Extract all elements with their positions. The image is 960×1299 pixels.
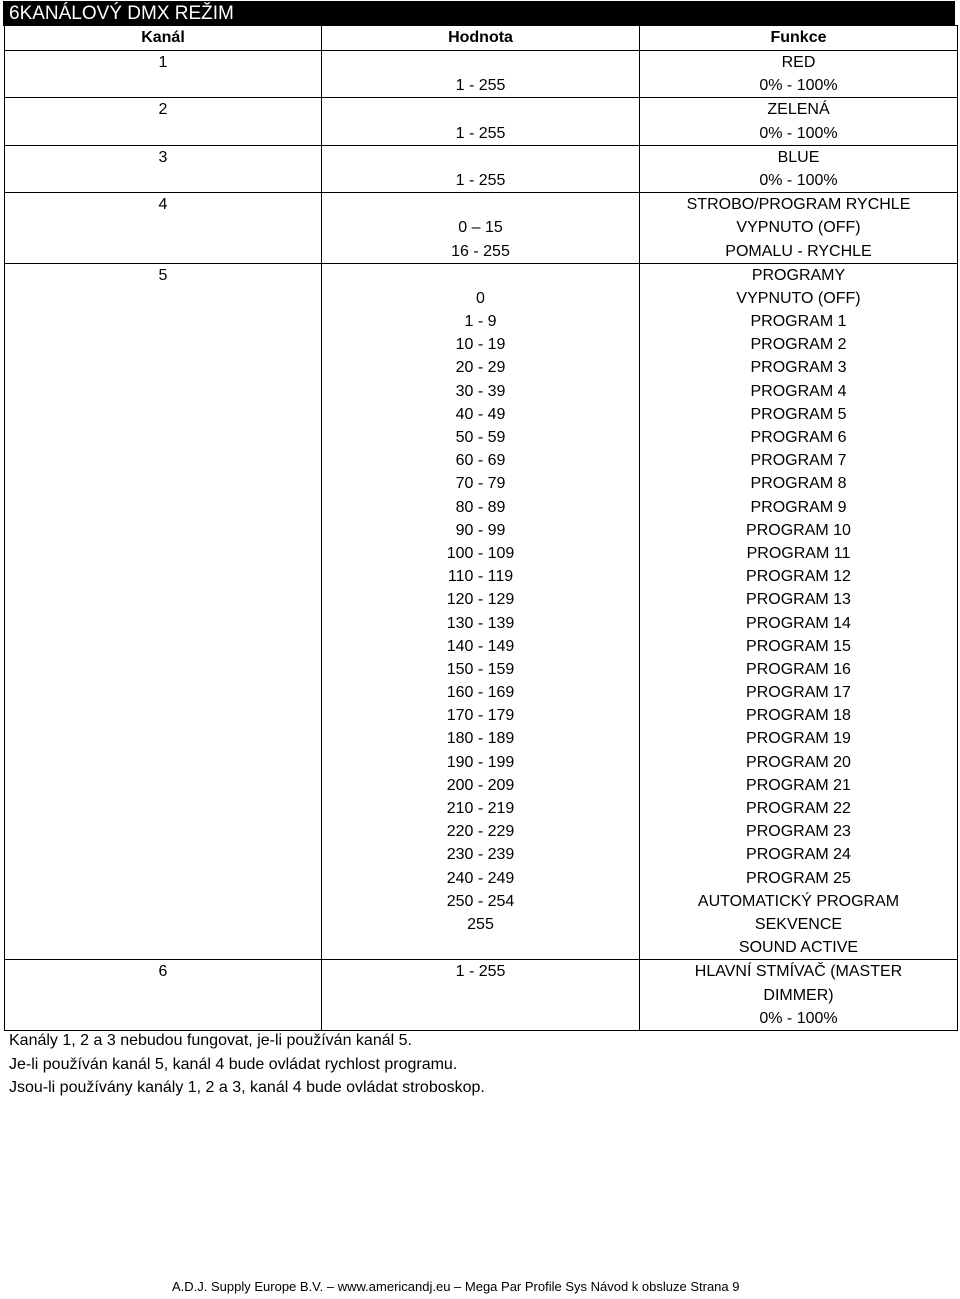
function-label: PROGRAM 24 bbox=[746, 846, 851, 864]
value-range: 80 - 89 bbox=[455, 498, 506, 516]
function-cell bbox=[640, 145, 958, 192]
value-cell bbox=[322, 263, 640, 960]
function-label: PROGRAM 17 bbox=[746, 684, 851, 702]
value-range bbox=[322, 984, 639, 1007]
function-label: PROGRAM 22 bbox=[746, 800, 851, 817]
value-range: 16 - 255 bbox=[451, 242, 510, 260]
value-range: 170 - 179 bbox=[446, 707, 515, 725]
note-line: Je-li používán kanál 5, kanál 4 bude ovládat rychlost programu. bbox=[9, 1055, 458, 1073]
function-label: PROGRAM 1 bbox=[750, 313, 847, 331]
value-range: 40 - 49 bbox=[455, 405, 506, 423]
value-range: 0 – 15 bbox=[458, 219, 503, 237]
value-range: 70 - 79 bbox=[455, 475, 506, 493]
function-label: PROGRAM 12 bbox=[746, 568, 851, 586]
value-cell bbox=[322, 960, 640, 1031]
channel-cell bbox=[5, 98, 322, 145]
channel-cell bbox=[5, 193, 322, 264]
value-cell bbox=[322, 193, 640, 264]
function-cell bbox=[640, 193, 958, 264]
value-range: 90 - 99 bbox=[455, 521, 506, 539]
value-range: 0 bbox=[476, 289, 485, 307]
function-label: PROGRAM 21 bbox=[746, 776, 851, 794]
value-range bbox=[322, 193, 639, 216]
channel-cell bbox=[5, 51, 322, 98]
function-label: PROGRAM 23 bbox=[746, 823, 851, 841]
value-range: 1 - 9 bbox=[464, 313, 497, 331]
value-range: 255 bbox=[467, 915, 494, 933]
value-range: 110 - 119 bbox=[447, 568, 514, 586]
value-cell bbox=[322, 98, 640, 145]
function-cell bbox=[640, 51, 958, 98]
function-label: PROGRAM 6 bbox=[750, 429, 847, 446]
value-range: 150 - 159 bbox=[446, 660, 515, 678]
function-label: PROGRAM 7 bbox=[750, 452, 847, 470]
value-range: 60 - 69 bbox=[455, 452, 506, 470]
function-label: PROGRAM 3 bbox=[750, 359, 847, 377]
table-row bbox=[5, 193, 958, 264]
value-range: 190 - 199 bbox=[446, 753, 515, 771]
channel-number: 4 bbox=[158, 196, 168, 214]
notes bbox=[9, 1029, 485, 1100]
function-label: PROGRAM 13 bbox=[746, 591, 851, 609]
function-label: VYPNUTO (OFF) bbox=[736, 219, 861, 237]
function-label: PROGRAM 25 bbox=[746, 869, 851, 887]
value-range: 180 - 189 bbox=[446, 730, 515, 748]
value-cell bbox=[322, 51, 640, 98]
channel-number: 1 bbox=[158, 54, 168, 71]
table-row bbox=[5, 98, 958, 145]
value-range: 130 - 139 bbox=[446, 614, 515, 632]
value-range: 100 - 109 bbox=[446, 544, 515, 562]
table-row bbox=[5, 145, 958, 192]
value-range: 250 - 254 bbox=[446, 892, 515, 910]
note-line: Kanály 1, 2 a 3 nebudou fungovat, je-li používán kanál 5. bbox=[9, 1032, 412, 1049]
value-range bbox=[322, 146, 639, 169]
channel-number: 5 bbox=[158, 266, 168, 284]
note-line: Jsou-li používány kanály 1, 2 a 3, kanál 4 bude ovládat stroboskop. bbox=[9, 1079, 485, 1097]
function-label: 0% - 100% bbox=[759, 77, 838, 95]
function-label: VYPNUTO (OFF) bbox=[736, 289, 861, 307]
value-range: 220 - 229 bbox=[446, 823, 515, 841]
function-label: PROGRAM 10 bbox=[746, 521, 851, 539]
value-range: 140 - 149 bbox=[446, 637, 515, 655]
function-label: SEKVENCE bbox=[754, 915, 843, 933]
value-range bbox=[322, 51, 639, 74]
function-label: BLUE bbox=[777, 148, 820, 166]
channel-number: 3 bbox=[158, 148, 168, 166]
value-range bbox=[322, 1007, 639, 1030]
function-label: PROGRAM 9 bbox=[750, 498, 847, 516]
function-cell bbox=[640, 263, 958, 960]
function-label: PROGRAM 20 bbox=[746, 753, 851, 771]
value-range: 120 - 129 bbox=[446, 591, 515, 609]
function-label: 0% - 100% bbox=[759, 124, 838, 142]
channel-number: 6 bbox=[158, 963, 168, 981]
dmx-channel-table bbox=[4, 25, 958, 1031]
table-row bbox=[5, 51, 958, 98]
value-range: 20 - 29 bbox=[455, 359, 506, 377]
header-channel: Kanál bbox=[5, 26, 322, 51]
table-header-row bbox=[5, 26, 958, 51]
function-label: PROGRAM 19 bbox=[746, 730, 851, 748]
function-label: STROBO/PROGRAM RYCHLE bbox=[686, 196, 911, 214]
value-range: 50 - 59 bbox=[455, 429, 506, 446]
function-label: PROGRAM 14 bbox=[746, 614, 851, 632]
function-label: RED bbox=[781, 54, 816, 71]
function-label: HLAVNÍ STMÍVAČ (MASTER bbox=[694, 963, 903, 981]
value-range: 1 - 255 bbox=[455, 963, 506, 981]
function-label: PROGRAM 5 bbox=[750, 405, 847, 423]
function-label: PROGRAM 11 bbox=[746, 544, 851, 562]
value-range: 10 - 19 bbox=[455, 336, 506, 354]
function-label: 0% - 100% bbox=[759, 1009, 838, 1027]
function-label: 0% - 100% bbox=[759, 171, 838, 189]
value-range bbox=[322, 264, 639, 287]
function-label: PROGRAM 18 bbox=[746, 707, 851, 725]
value-range: 1 - 255 bbox=[455, 124, 506, 142]
value-range: 230 - 239 bbox=[446, 846, 515, 864]
value-cell bbox=[322, 145, 640, 192]
function-cell bbox=[640, 98, 958, 145]
function-label: ZELENÁ bbox=[767, 101, 830, 119]
value-range bbox=[322, 936, 639, 959]
function-label: SOUND ACTIVE bbox=[738, 939, 859, 957]
value-range: 210 - 219 bbox=[446, 800, 515, 817]
function-label: PROGRAM 15 bbox=[746, 637, 851, 655]
function-cell bbox=[640, 960, 958, 1031]
function-label: DIMMER) bbox=[763, 986, 834, 1004]
function-label: PROGRAMY bbox=[751, 266, 846, 284]
header-function: Funkce bbox=[640, 26, 958, 51]
page-footer: A.D.J. Supply Europe B.V. – www.americandj.eu – Mega Par Profile Sys Návod k obsluze Strana 9 bbox=[172, 1279, 740, 1294]
function-label: PROGRAM 16 bbox=[746, 660, 851, 678]
table-body bbox=[5, 51, 958, 1031]
value-range bbox=[322, 98, 639, 121]
table-row bbox=[5, 960, 958, 1031]
function-label: AUTOMATICKÝ PROGRAM bbox=[697, 892, 900, 910]
function-label: POMALU - RYCHLE bbox=[725, 242, 872, 260]
header-value: Hodnota bbox=[322, 26, 640, 51]
value-range: 1 - 255 bbox=[455, 171, 506, 189]
channel-cell bbox=[5, 263, 322, 960]
function-label: PROGRAM 2 bbox=[750, 336, 847, 354]
table-row bbox=[5, 263, 958, 960]
value-range: 160 - 169 bbox=[446, 684, 515, 702]
function-label: PROGRAM 4 bbox=[750, 382, 847, 400]
function-label: PROGRAM 8 bbox=[750, 475, 847, 493]
value-range: 30 - 39 bbox=[455, 382, 506, 400]
channel-cell bbox=[5, 145, 322, 192]
page-title: 6KANÁLOVÝ DMX REŽIM bbox=[3, 1, 955, 26]
value-range: 240 - 249 bbox=[446, 869, 515, 887]
value-range: 200 - 209 bbox=[446, 776, 515, 794]
channel-cell bbox=[5, 960, 322, 1031]
channel-number: 2 bbox=[158, 101, 168, 119]
value-range: 1 - 255 bbox=[455, 77, 506, 95]
